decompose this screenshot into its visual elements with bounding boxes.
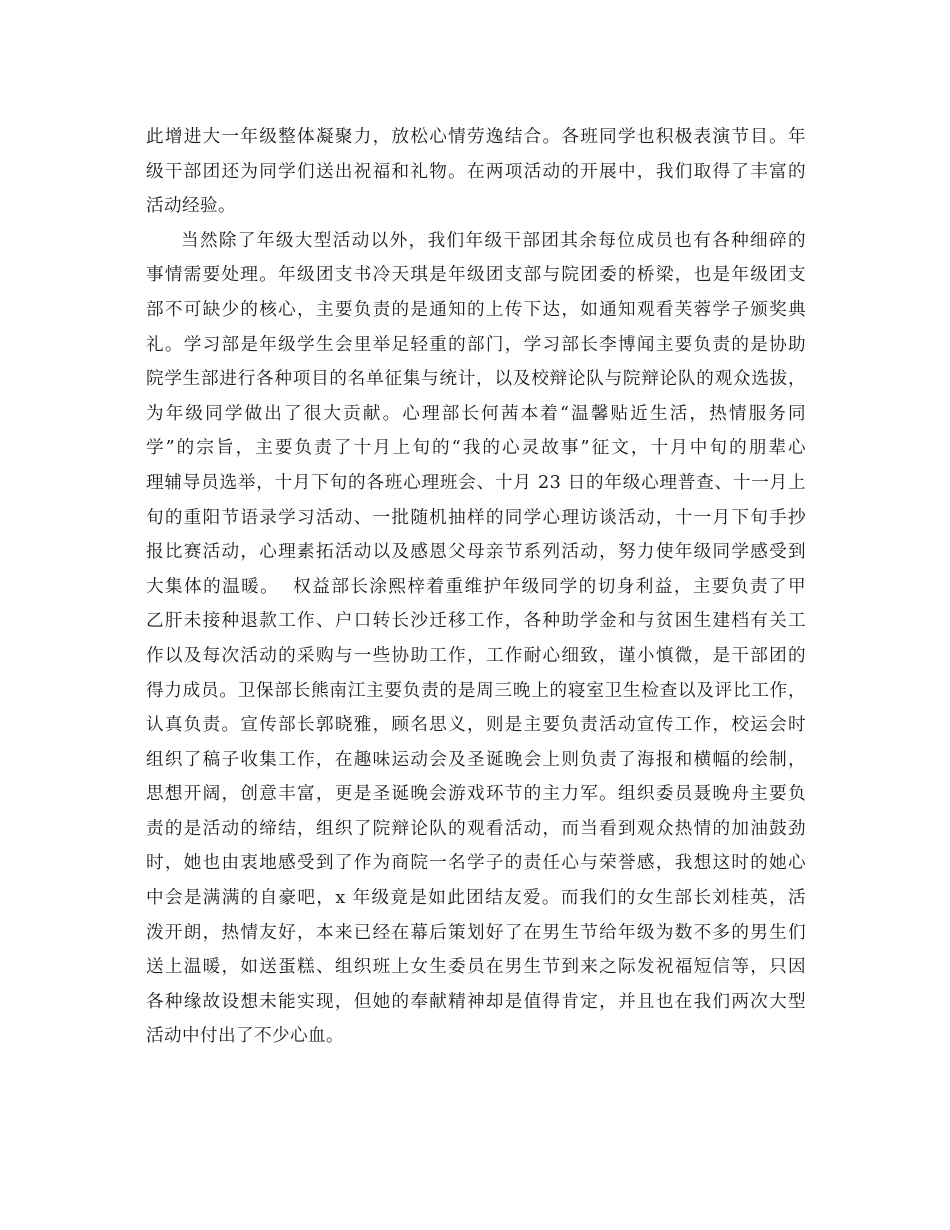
text-line: 大集体的温暖。 权益部长涂熙梓着重维护年级同学的切身利益，主要负责了甲 <box>146 576 806 597</box>
text-line: 学”的宗旨，主要负责了十月上旬的“我的心灵故事”征文，十月中旬的朋辈心 <box>146 438 806 459</box>
text-line: 礼。学习部是年级学生会里举足轻重的部门，学习部长李博闻主要负责的是协助 <box>146 334 806 355</box>
text-line: 活动中付出了不少心血。 <box>146 1026 344 1047</box>
paragraph-1 <box>146 120 806 224</box>
paragraph-2 <box>146 224 806 1054</box>
text-line: 得力成员。卫保部长熊南江主要负责的是周三晚上的寝室卫生检查以及评比工作， <box>146 680 806 701</box>
document-body <box>146 120 806 1054</box>
text-line: 旬的重阳节语录学习活动、一批随机抽样的同学心理访谈活动，十一月下旬手抄 <box>146 507 806 528</box>
text-line: 泼开朗，热情友好，本来已经在幕后策划好了在男生节给年级为数不多的男生们 <box>146 922 806 943</box>
text-line: 事情需要处理。年级团支书冷天琪是年级团支部与院团委的桥梁，也是年级团支 <box>146 265 806 286</box>
text-line: 思想开阔，创意丰富，更是圣诞晚会游戏环节的主力军。组织委员聂晚舟主要负 <box>146 784 806 805</box>
text-line: 中会是满满的自豪吧，x 年级竟是如此团结友爱。而我们的女生部长刘桂英，活 <box>146 888 806 909</box>
text-line: 乙肝未接种退款工作、户口转长沙迁移工作，各种助学金和与贫困生建档有关工 <box>146 611 806 632</box>
text-line: 当然除了年级大型活动以外，我们年级干部团其余每位成员也有各种细碎的 <box>181 230 806 251</box>
text-line: 部不可缺少的核心，主要负责的是通知的上传下达，如通知观看芙蓉学子颁奖典 <box>146 299 806 320</box>
text-line: 送上温暖，如送蛋糕、组织班上女生委员在男生节到来之际发祝福短信等，只因 <box>146 957 806 978</box>
text-line: 为年级同学做出了很大贡献。心理部长何茜本着“温馨贴近生活，热情服务同 <box>146 403 806 424</box>
text-line: 级干部团还为同学们送出祝福和礼物。在两项活动的开展中，我们取得了丰富的 <box>146 161 806 182</box>
text-line: 作以及每次活动的采购与一些协助工作，工作耐心细致，谨小慎微，是干部团的 <box>146 645 806 666</box>
text-line: 认真负责。宣传部长郭晓雅，顾名思义，则是主要负责活动宣传工作，校运会时 <box>146 715 806 736</box>
text-line: 报比赛活动，心理素拓活动以及感恩父母亲节系列活动，努力使年级同学感受到 <box>146 542 806 563</box>
text-line: 组织了稿子收集工作，在趣味运动会及圣诞晚会上则负责了海报和横幅的绘制， <box>146 749 806 770</box>
text-line: 理辅导员选举，十月下旬的各班心理班会、十月 23 日的年级心理普查、十一月上 <box>146 472 806 493</box>
text-line: 各种缘故设想未能实现，但她的奉献精神却是值得肯定，并且也在我们两次大型 <box>146 991 806 1012</box>
text-line: 院学生部进行各种项目的名单征集与统计，以及校辩论队与院辩论队的观众选拔， <box>146 369 806 390</box>
text-line: 此增进大一年级整体凝聚力，放松心情劳逸结合。各班同学也积极表演节目。年 <box>146 127 806 147</box>
text-line: 责的是活动的缔结，组织了院辩论队的观看活动，而当看到观众热情的加油鼓劲 <box>146 818 806 839</box>
text-line: 时，她也由衷地感受到了作为商院一名学子的责任心与荣誉感，我想这时的她心 <box>146 853 806 874</box>
text-line: 活动经验。 <box>146 196 236 217</box>
